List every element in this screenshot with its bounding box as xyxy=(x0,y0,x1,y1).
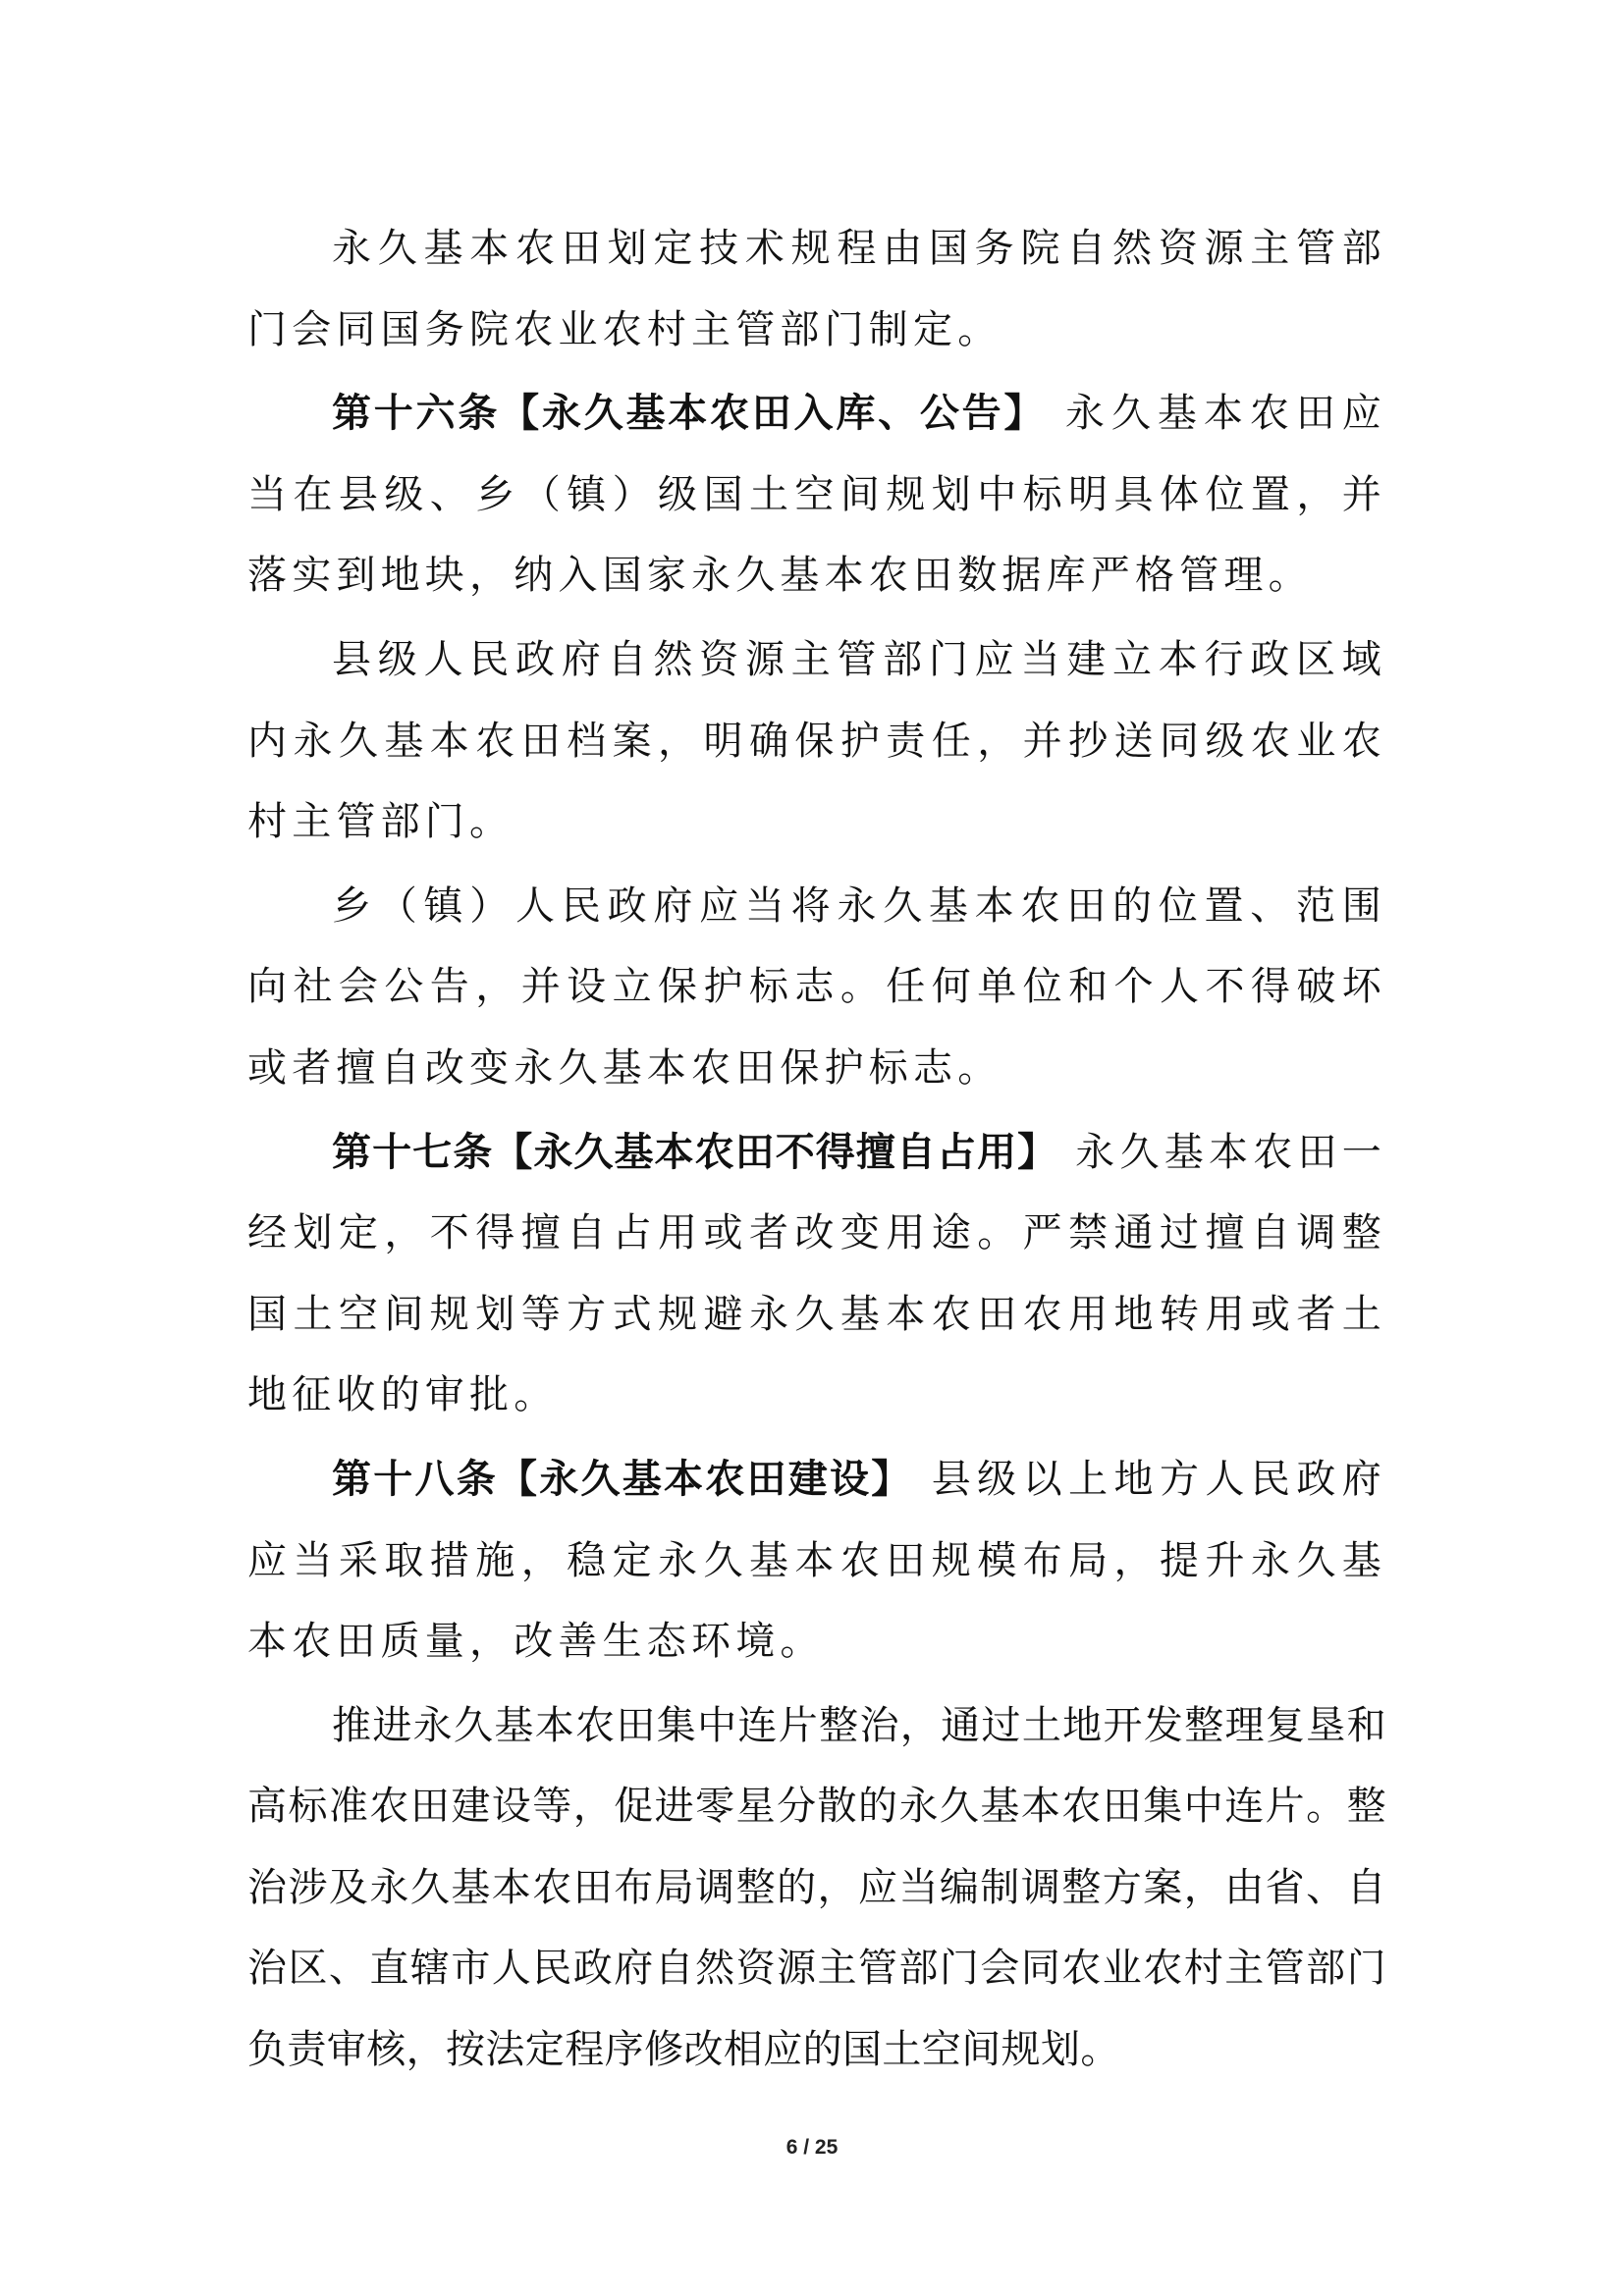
paragraph-text: 永久基本农田划定技术规程由国务院自然资源主管部门会同国务院农业农村主管部门制定。 xyxy=(247,226,1386,352)
paragraph-text: 永久基本农田一经划定，不得擅自占用或者改变用途。严禁通过擅自调整国土空间规划等方式规避永久基本农田农用地转用或者土地征收的审批。 xyxy=(247,1129,1386,1418)
paragraph-text: 永久基本农田应当在县级、乡（镇）级国土空间规划中标明具体位置，并落实到地块，纳入国家永久基本农田数据库严格管理。 xyxy=(247,391,1386,599)
article-17-heading: 第十七条【永久基本农田不得擅自占用】 xyxy=(332,1129,1058,1175)
paragraph-6 xyxy=(247,1439,1386,1682)
paragraph-1 xyxy=(247,208,1386,370)
paragraph-text: 推进永久基本农田集中连片整治，通过土地开发整理复垦和高标准农田建设等，促进零星分散的永久基本农田集中连片。整治涉及永久基本农田布局调整的，应当编制调整方案，由省、自治区、直辖市人民政府自然资源主管部门会同农业农村主管部门负责审核，按法定程序修改相应的国土空间规划。 xyxy=(247,1702,1386,2073)
paragraph-text: 乡（镇）人民政府应当将永久基本农田的位置、范围向社会公告，并设立保护标志。任何单位和个人不得破坏或者擅自改变永久基本农田保护标志。 xyxy=(247,882,1386,1091)
paragraph-text: 县级人民政府自然资源主管部门应当建立本行政区域内永久基本农田档案，明确保护责任，并抄送同级农业农村主管部门。 xyxy=(247,636,1386,845)
paragraph-5 xyxy=(247,1112,1386,1436)
document-body xyxy=(247,208,1386,2094)
paragraph-4 xyxy=(247,866,1386,1109)
article-16-heading: 第十六条【永久基本农田入库、公告】 xyxy=(332,391,1047,437)
paragraph-text: 县级以上地方人民政府应当采取措施，稳定永久基本农田规模布局，提升永久基本农田质量，改善生态环境。 xyxy=(247,1456,1386,1665)
paragraph-3 xyxy=(247,619,1386,863)
page-number: 6 / 25 xyxy=(785,2136,839,2159)
article-18-heading: 第十八条【永久基本农田建设】 xyxy=(332,1456,913,1502)
paragraph-2 xyxy=(247,373,1386,616)
paragraph-7 xyxy=(247,1685,1386,2091)
